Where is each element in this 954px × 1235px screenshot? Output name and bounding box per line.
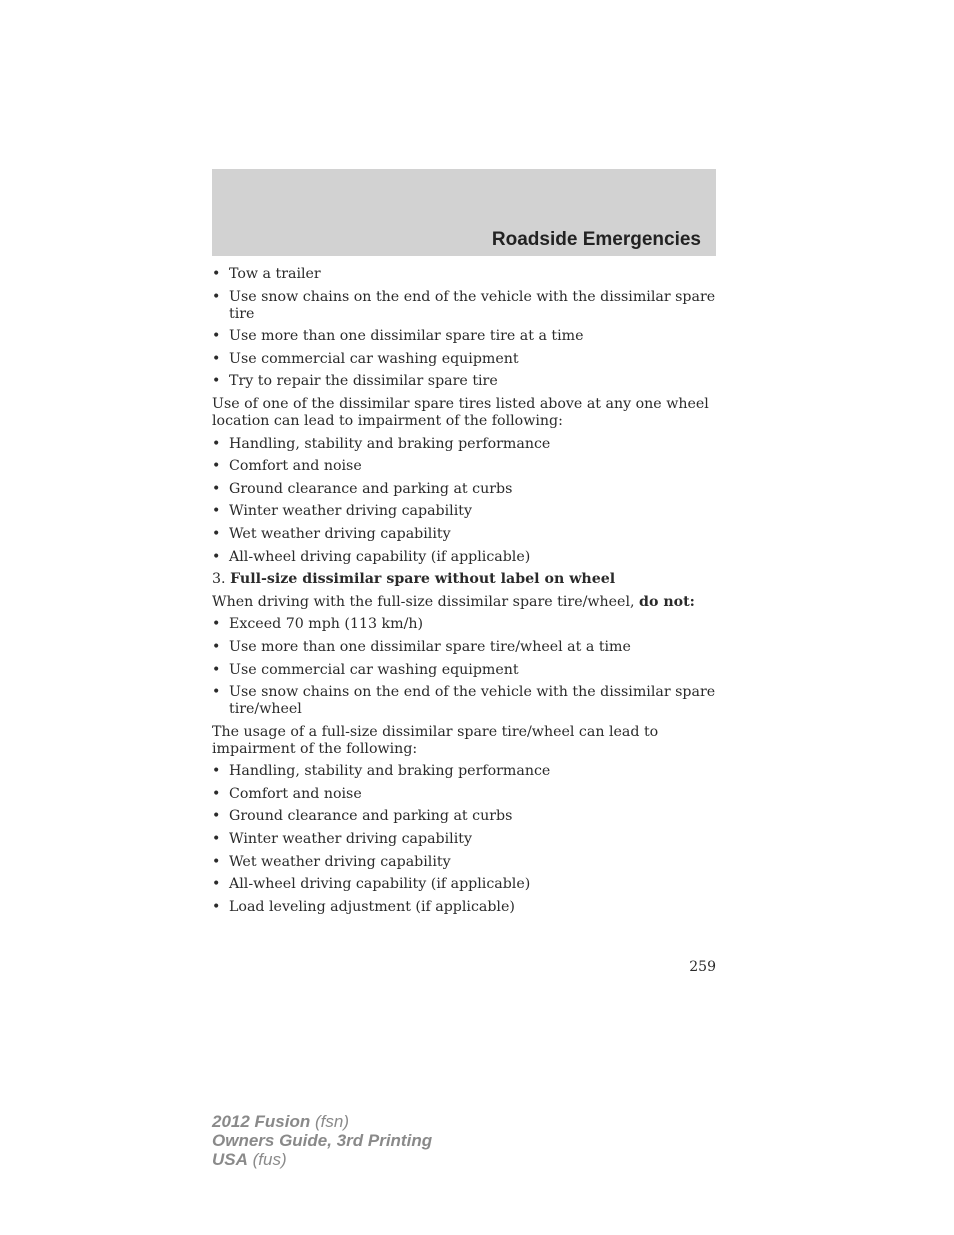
bullet-list-do-not xyxy=(212,616,716,718)
list-item: • Wet weather driving capability xyxy=(212,525,451,542)
list-item: • All-wheel driving capability (if applicable) xyxy=(212,876,531,893)
bullet-list-impairments xyxy=(212,436,716,566)
bullet-icon: • xyxy=(212,638,221,655)
bullet-icon: • xyxy=(212,458,221,475)
list-item: • Use commercial car washing equipment xyxy=(212,661,519,678)
page-content xyxy=(212,266,716,921)
list-item: • Wet weather driving capability xyxy=(212,853,451,870)
list-item: • Exceed 70 mph (113 km/h) xyxy=(212,616,424,633)
bullet-icon: • xyxy=(212,763,221,780)
footer-line-guide: Owners Guide, 3rd Printing xyxy=(212,1131,433,1150)
header-band xyxy=(212,169,716,256)
bullet-icon: • xyxy=(212,548,221,565)
heading-number: 3. xyxy=(212,571,226,588)
bullet-icon: • xyxy=(212,898,221,915)
bullet-icon: • xyxy=(212,503,221,520)
bullet-icon: • xyxy=(212,684,221,701)
footer-line-region: USA (fus) xyxy=(212,1150,287,1169)
bullet-icon: • xyxy=(212,525,221,542)
heading-text: Full-size dissimilar spare without label on wheel xyxy=(230,571,616,588)
paragraph-impairment-intro: Use of one of the dissimilar spare tires listed above at any one wheel location can lead to impairment of the following: xyxy=(212,395,709,429)
bullet-icon: • xyxy=(212,350,221,367)
footer-edition xyxy=(212,1112,432,1169)
list-item: • Use commercial car washing equipment xyxy=(212,350,519,367)
bullet-icon: • xyxy=(212,266,221,282)
list-item: • Load leveling adjustment (if applicable) xyxy=(212,898,515,915)
list-item: • Use snow chains on the end of the vehicle with the dissimilar spare tire/wheel xyxy=(212,684,716,718)
bullet-icon: • xyxy=(212,288,221,305)
list-item: • Use more than one dissimilar spare tire at a time xyxy=(212,328,584,345)
bullet-icon: • xyxy=(212,853,221,870)
list-item: • Winter weather driving capability xyxy=(212,831,472,848)
bullet-icon: • xyxy=(212,373,221,390)
bullet-icon: • xyxy=(212,808,221,825)
footer-line-model: 2012 Fusion (fsn) xyxy=(212,1112,349,1131)
list-item: • Use snow chains on the end of the vehicle with the dissimilar spare tire xyxy=(212,288,716,322)
bullet-icon: • xyxy=(212,435,221,452)
bullet-icon: • xyxy=(212,831,221,848)
list-item: • Use more than one dissimilar spare tire/wheel at a time xyxy=(212,638,631,655)
page-number: 259 xyxy=(689,959,716,975)
section-title: Roadside Emergencies xyxy=(491,229,701,250)
bullet-icon: • xyxy=(212,661,221,678)
list-item: • Winter weather driving capability xyxy=(212,503,472,520)
list-item: • Ground clearance and parking at curbs xyxy=(212,808,513,825)
do-not-emphasis: do not: xyxy=(639,593,695,610)
paragraph-usage-impairment: The usage of a full-size dissimilar spare tire/wheel can lead to impairment of the following: xyxy=(212,723,659,757)
list-item: • Try to repair the dissimilar spare tire xyxy=(212,373,498,390)
bullet-list-full-size-impairments xyxy=(212,763,716,916)
list-item: • Comfort and noise xyxy=(212,458,362,475)
list-item: • Tow a trailer xyxy=(212,266,321,282)
list-item: • Handling, stability and braking performance xyxy=(212,763,551,780)
bullet-icon: • xyxy=(212,876,221,893)
list-item: • All-wheel driving capability (if applicable) xyxy=(212,548,531,565)
numbered-heading xyxy=(212,571,716,588)
bullet-icon: • xyxy=(212,785,221,802)
list-item: • Comfort and noise xyxy=(212,785,362,802)
bullet-icon: • xyxy=(212,616,221,633)
bullet-icon: • xyxy=(212,480,221,497)
list-item: • Handling, stability and braking performance xyxy=(212,435,551,452)
list-item: • Ground clearance and parking at curbs xyxy=(212,480,513,497)
paragraph-do-not-intro: When driving with the full-size dissimilar spare tire/wheel, do not: xyxy=(212,593,695,610)
bullet-list-restrictions xyxy=(212,266,716,390)
bullet-icon: • xyxy=(212,328,221,345)
